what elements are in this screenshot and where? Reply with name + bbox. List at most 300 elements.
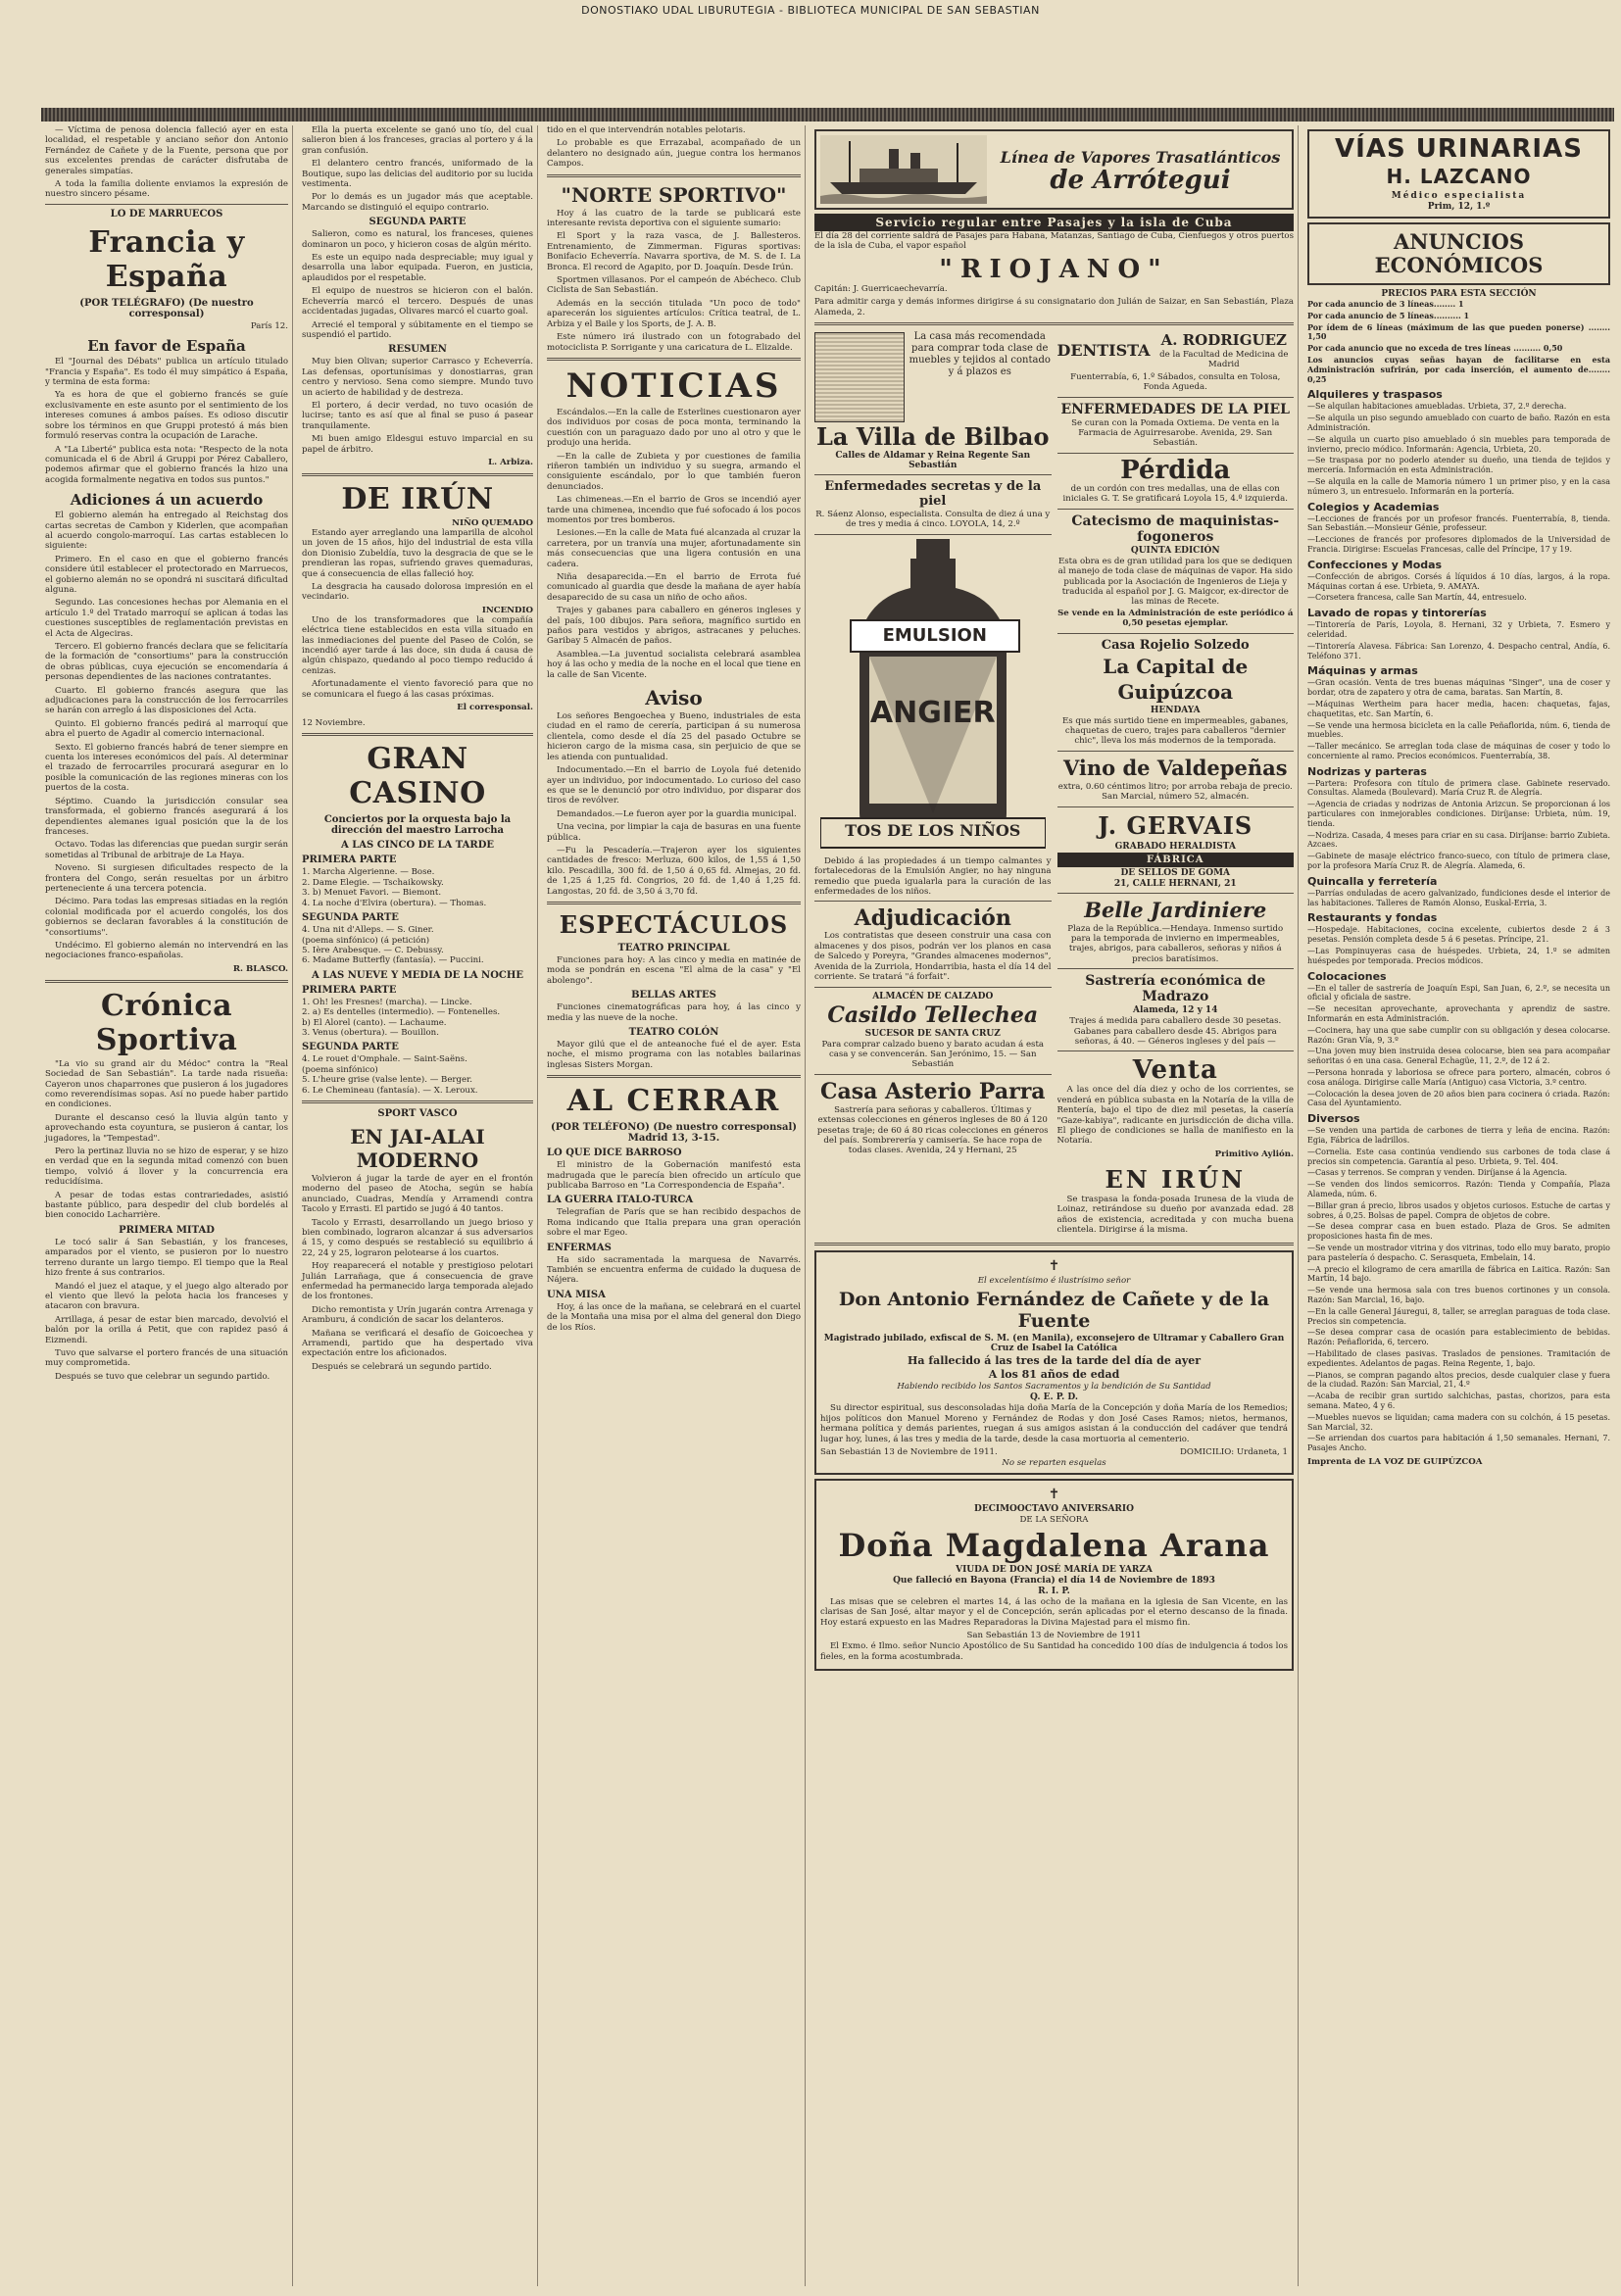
paragraph: —Fu la Pescadería.—Trajeron ayer los siguientes cantidades de fresco: Merluza, 600 kilos, de 1,55 á 1,50 kilo. Pescadilla, 300 fd. de 1,50 á 0,65 fd. Almejas, 20 fd. de 1,25 á 1,25 fd. Congrios, 20 fd. de 1,40 á 1,25 fd. Langostas, 20 fd. de 3,50 á 3,70 fd. bbox=[547, 845, 801, 897]
program-item: 1. Oh! les Fresnes! (marcha). — Lincke. bbox=[302, 997, 472, 1007]
paragraph: Estando ayer arreglando una lamparilla de alcohol un joven de 15 años, hijo del industrial de esta villa don Dionisio Zubeldía, tuvo la desgracia de que se le prendieran las ropas, sufriendo graves quemaduras, que á consecuencia de ellas falleció hoy. bbox=[302, 527, 533, 579]
paragraph: El portero, á decir verdad, no tuvo ocasión de lucirse; tanto es así que al final se puso á pasear tranquilamente. bbox=[302, 400, 533, 431]
classifieds-title: ANUNCIOS ECONÓMICOS bbox=[1374, 229, 1544, 277]
classified-item: —Tintorería Alavesa. Fábrica: San Lorenzo, 4. Despacho central, Andía, 6. Teléfono 371. bbox=[1307, 641, 1610, 660]
program-list bbox=[302, 867, 533, 908]
price-line: Por cada anuncio de 3 líneas........ 1 bbox=[1307, 299, 1464, 309]
classified-item: —Parrías onduladas de acero galvanizado, fundiciones desde el interior de las habitaciones. Talleres de Ramón Alonso, Euskal-Erria, 3. bbox=[1307, 888, 1610, 907]
ad-title: Línea de Vapores Trasatlánticos bbox=[1000, 147, 1281, 167]
ad-title-catecismo: Catecismo de maquinistas-fogoneros bbox=[1071, 513, 1280, 545]
paragraph: La desgracia ha causado dolorosa impresión en el vecindario. bbox=[302, 582, 533, 603]
paragraph: Mayor gilú que el de anteanoche fué el de ayer. Esta noche, el mismo programa con las notables bailarinas inglesas Sisters Morgan. bbox=[547, 1040, 801, 1070]
classified-item: —Persona honrada y laboriosa se ofrece para portero, almacén, cobros ó cosa análoga. Dirigirse calle María (Antiguo) casa Victoria, 3.º centro. bbox=[1307, 1068, 1610, 1087]
ad-sub: Alameda, 12 y 14 bbox=[1133, 1005, 1218, 1016]
ad-title-piel: ENFERMEDADES DE LA PIEL bbox=[1060, 401, 1291, 417]
obit-body: Su director espiritual, sus desconsoladas hija doña María de la Concepción y doña María de los Remedios; hijos políticos don Manuel Moreno y Fernández de Rodas y don José Cases Ramos; nietos, hermanos, hermana política y demás parientes, ruegan á sus amigos asistan á la conducción del cadáver que tendrá lugar hoy, lunes, á las tres y media de la tarde, desde la casa mortuoria al cementerio. bbox=[820, 1403, 1288, 1444]
signature: L. Arbiza. bbox=[488, 457, 533, 467]
ad-dentista bbox=[1057, 330, 1295, 371]
program-list bbox=[302, 1054, 533, 1096]
ads-right bbox=[1057, 330, 1295, 1238]
obit-title: VIUDA DE DON JOSÉ MARÍA DE YARZA bbox=[956, 1564, 1153, 1575]
classified-item: —Corsetera francesa, calle San Martín, 44, entresuelo. bbox=[1307, 593, 1527, 603]
ad-title-perdida: Pérdida bbox=[1120, 455, 1231, 485]
paragraph: Niña desaparecida.—En el barrio de Errota fué comunicado al guardia que desde la mañana de ayer había desaparecido de su casa un niño de ocho años. bbox=[547, 572, 801, 603]
obit-name: Don Antonio Fernández de Cañete y de la Fuente bbox=[838, 1288, 1270, 1332]
obituary-arana bbox=[814, 1479, 1294, 1671]
ad-band: FÁBRICA bbox=[1057, 853, 1295, 867]
paragraph: Por lo demás es un jugador más que aceptable. Marcando se distinguió el equipo contrario. bbox=[302, 192, 533, 213]
ad-body: Esta obra es de gran utilidad para los que se dediquen al manejo de toda clase de máquinas de vapor. Ha sido publicada por la Asociación de Ingenieros de Lieja y traducida al español por J. G. Maigcor, ex-director de las minas de Recete. bbox=[1057, 556, 1293, 608]
paragraph: Lo probable es que Errazabal, acompañado de un delantero no designado aún, juegue contra los hermanos Campos. bbox=[547, 138, 801, 170]
ad-title-arrotegui: de Arrótegui bbox=[1050, 165, 1231, 195]
obit-body: El Exmo. é Ilmo. señor Nuncio Apostólico de Su Santidad ha concedido 100 días de indulgencia á todos los fieles, en la forma acostumbrada. bbox=[820, 1641, 1288, 1662]
ad-body: Es que más surtido tiene en impermeables, gabanes, chaquetas de cuero, trajes para caballeros "dernier chic", lleva los más modernos de la temporada. bbox=[1061, 715, 1289, 747]
divider bbox=[814, 474, 1052, 475]
paragraph: Noveno. Si surgiesen dificultades respecto de la frontera del Congo, serán resueltas por un árbitro perteneciente á una tercera potencia. bbox=[45, 863, 288, 894]
ad-body: Para admitir carga y demás informes dirigirse á su consignatario don Julián de Saizar, en San Sebastián, Plaza Alameda, 2. bbox=[814, 297, 1294, 318]
divider bbox=[302, 1100, 533, 1103]
paragraph: Séptimo. Cuando la jurisdicción consular sea transformada, el gobierno francés asegurará á los dependientes alemanes igual posición que la de los franceses. bbox=[45, 796, 288, 837]
classified-item: —A precio el kilogramo de cera amarilla de fábrica en Laitica. Razón: San Martín, 14 bajo. bbox=[1307, 1264, 1610, 1284]
article-title-noticias: NOTICIAS bbox=[565, 366, 782, 406]
program-item: 5. Ière Arabesque. — C. Debussy. bbox=[302, 945, 444, 955]
ad-body: Se vende en la Administración de este periódico á 0,50 pesetas ejemplar. bbox=[1057, 608, 1294, 629]
paragraph: Volvieron á jugar la tarde de ayer en el frontón moderno del paseo de Atocha, según se había anunciado, Cuadras, Mendía y Arramendi contra Tacolo y Errasti. El partido se jugó á 40 tantos. bbox=[302, 1173, 533, 1215]
cross-icon: ✝ bbox=[1048, 1258, 1060, 1275]
date-note: 12 Noviembre. bbox=[302, 718, 366, 729]
ad-sub: GRABADO HERALDISTA bbox=[1114, 841, 1236, 852]
ad-sub: ALMACÉN DE CALZADO bbox=[872, 991, 994, 1001]
classified-item: —Casas y terrenos. Se compran y venden. Diríjanse á la Agencia. bbox=[1307, 1168, 1568, 1178]
divider bbox=[1057, 453, 1295, 454]
paragraph: Décimo. Para todas las empresas sitiadas en la región colonial modificada por el acuerdo congolés, los dos gobiernos se declaran favorables á la constitución de "consortiums". bbox=[45, 897, 288, 938]
ad-sub: HENDAYA bbox=[1150, 705, 1201, 715]
subheading: SEGUNDA PARTE bbox=[368, 217, 467, 228]
ad-title-vias: VÍAS URINARIAS bbox=[1335, 134, 1583, 164]
paragraph: Mandó el juez el ataque, y el juego algo alterado por el viento que llevó la pelota hacia los franceses y atacaron con bravura. bbox=[45, 1281, 288, 1312]
ship-name: "RIOJANO" bbox=[939, 254, 1169, 284]
ad-body: La casa más recomendada para comprar toda clase de muebles y tejidos al contado y á plazos es bbox=[909, 331, 1051, 378]
divider bbox=[1057, 1050, 1295, 1051]
paragraph: Octavo. Todas las diferencias que puedan surgir serán sometidas al Tribunal de arbitraje de La Haya. bbox=[45, 840, 288, 860]
paragraph: El ministro de la Gobernación manifestó esta madrugada que le parecía bien ofrecido un artículo que publicaba Barroso en "La Correspondencia de España". bbox=[547, 1160, 801, 1192]
subheading: NIÑO QUEMADO bbox=[452, 517, 533, 528]
obit-footer bbox=[820, 1447, 1288, 1457]
ad-body: de un cordón con tres medallas, una de ellas con iniciales G. T. Se gratificará Loyola 15, 4.º izquierda. bbox=[1062, 483, 1288, 505]
obit-title: Magistrado jubilado, exfiscal de S. M. (en Manila), exconsejero de Ultramar y Caballero Gran Cruz de Isabel la Católica bbox=[823, 1333, 1285, 1353]
ad-sub: QUINTA EDICIÓN bbox=[1130, 545, 1220, 556]
paragraph: Quinto. El gobierno francés pedirá al marroquí que abra el puerto de Agadir al comercio internacional. bbox=[45, 718, 288, 740]
printer-line: Imprenta de LA VOZ DE GUIPÚZCOA bbox=[1307, 1456, 1483, 1467]
classified-item: —Una joven muy bien instruida desea colocarse, bien sea para acompañar señoritas ó en una casa. General Echagüe, 11, 2.º, de 12 á 2. bbox=[1307, 1047, 1610, 1066]
price-line: Los anuncios cuyas señas hayan de facilitarse en esta Administración sufrirán, por cada inserción, el aumento de........ 0,25 bbox=[1307, 354, 1610, 384]
divider bbox=[302, 733, 533, 736]
classified-item: —Se alquila un cuarto piso amueblado ó sin muebles para temporada de invierno, precio módico. Informarán: Agencia, Urbieta, 20. bbox=[1307, 434, 1610, 454]
article-title-espectaculos: ESPECTÁCULOS bbox=[559, 909, 789, 939]
paragraph: A "La Liberté" publica esta nota: "Respecto de la nota comunicada el 6 de Abril á Gruppi por Pérez Caballero, podemos afirmar que el gobierno francés la hizo una acogida formalmente negativa en todos sus puntos." bbox=[45, 444, 288, 485]
ship-illustration bbox=[820, 135, 987, 204]
program-item: 6. Madame Butterfly (fantasía). — Puccini. bbox=[302, 955, 484, 966]
classified-section: Alquileres y traspasos bbox=[1307, 388, 1443, 402]
subheading: LO QUE DICE BARROSO bbox=[547, 1148, 682, 1159]
dateline: París 12. bbox=[250, 320, 288, 331]
subheading: TEATRO PRINCIPAL bbox=[617, 942, 730, 953]
masthead-rule bbox=[41, 108, 1614, 122]
paragraph: —En la calle de Zubieta y por cuestiones de familia riñeron también un individuo y su suegra, armando el consiguiente escándalo, por lo que también fueron denunciados. bbox=[547, 451, 801, 492]
obit-place-date: San Sebastián 13 de Noviembre de 1911. bbox=[820, 1446, 998, 1457]
paragraph: tido en el que intervendrán notables pelotaris. bbox=[547, 125, 746, 135]
paragraph: Demandados.—Le fueron ayer por la guardia municipal. bbox=[557, 808, 797, 819]
price-line: Por cada anuncio de 5 líneas.......... 1 bbox=[1307, 310, 1470, 320]
subheading: SEGUNDA PARTE bbox=[302, 1042, 399, 1053]
price-line: Por ídem de 6 líneas (máximum de las que pueden ponerse) ........ 1,50 bbox=[1307, 321, 1610, 342]
paragraph: Ya es hora de que el gobierno francés se guíe exclusivamente en este asunto por el sentimiento de los intereses comunes á ambos países. Es odioso discutir sobre los términos en que Gruppi protestó á más bien formuló reservas contra la ocupación de Larache. bbox=[45, 390, 288, 442]
divider bbox=[547, 174, 801, 177]
program-item: (poema sinfónico) (á petición) bbox=[302, 935, 430, 946]
divider bbox=[302, 473, 533, 476]
obit-date: Que falleció en Bayona (Francia) el día 14 de Noviembre de 1893 bbox=[893, 1575, 1215, 1586]
article-title-francia: Francia y España bbox=[88, 224, 245, 294]
program-list bbox=[302, 925, 533, 966]
classified-item: —Confección de abrigos. Corsés á líquidos á 10 días, largos, á la ropa. Máquinas cortan á ese. Urbieta, 9. AMAYA. bbox=[1307, 571, 1610, 591]
divider bbox=[1057, 893, 1295, 894]
paragraph: Sportmen villasanos. Por el campeón de Abécheco. Club Ciclista de San Sebastián. bbox=[547, 275, 801, 296]
emulsion-brand: ANGIER bbox=[869, 695, 996, 730]
paragraph: Pero la pertinaz lluvia no se hizo de esperar, y se hizo en verdad que en la segunda mitad comenzó con buen tiempo, volvió á llover y la concurrencia era reducidísima. bbox=[45, 1147, 288, 1188]
paragraph: Le tocó salir á San Sebastián, y los franceses, amparados por el viento, se pusieron por lo nuestro terreno durante un largo tiempo. El tiempo que la Real hizo frente á sus contrarios. bbox=[45, 1237, 288, 1279]
ad-title-irun: EN IRÚN bbox=[1105, 1164, 1247, 1194]
casino-time: A LAS NUEVE Y MEDIA DE LA NOCHE bbox=[312, 969, 523, 981]
ad-title-asterio: Casa Asterio Parra bbox=[819, 1078, 1046, 1104]
classified-item: —Acaba de recibir gran surtido salchichas, pastas, chorizos, para esta semana. Mateo, 4 y 6. bbox=[1307, 1392, 1610, 1410]
price-line: Por cada anuncio que no exceda de tres líneas .......... 0,50 bbox=[1307, 343, 1563, 354]
ad-title-rodriguez: A. RODRIGUEZ bbox=[1160, 331, 1287, 350]
program-item: 6. Le Chemineau (fantasía). — X. Leroux. bbox=[302, 1085, 478, 1096]
classified-item: —Tintorería de París, Loyola, 8. Hernani, 32 y Urbieta, 7. Esmero y celeridad. bbox=[1307, 620, 1610, 639]
paragraph: "La vio su grand air du Médoc" contra la "Real Sociedad de San Sebastián". La tarde nada risueña: Cayeron unos chaparrones que pusieron á los jugadores como reverendísimas sopas. Así no puede haber partido en condiciones. bbox=[45, 1058, 288, 1110]
paragraph: El Sport y la raza vasca, de J. Ballesteros. Entrenamiento, de Zimmerman. Figuras sportivas: Bonifacio Echeverría. Navarra sportiva, de M. S. de I. La Bronca. El record de Agapito, por D. Joaquín. Desde Irún. bbox=[547, 231, 801, 272]
ad-body: Capitán: J. Guerricaechevarría. bbox=[814, 283, 948, 294]
ad-label: DENTISTA bbox=[1056, 341, 1151, 361]
program-item: (poema sinfónico) bbox=[302, 1064, 378, 1075]
obit-de: DE LA SEÑORA bbox=[1019, 1515, 1089, 1526]
classified-item: —Se desea comprar casa de ocasión para establecimiento de bebidas. Razón: Peñaflorida, 6, tercero. bbox=[1307, 1328, 1610, 1347]
section-header: SPORT VASCO bbox=[377, 1107, 458, 1119]
paragraph: Ella la puerta excelente se ganó uno tío, del cual salieron bien á los franceses, gracias al portero y á la gran confusión. bbox=[302, 125, 533, 156]
paragraph: Asamblea.—La juventud socialista celebrará asamblea hoy á las ocho y media de la noche en el local que tiene en la calle de San Vicente. bbox=[547, 649, 801, 680]
obit-sacraments: Habiendo recibido los Santos Sacramentos y la bendición de Su Santidad bbox=[897, 1381, 1211, 1392]
divider bbox=[814, 987, 1052, 988]
ads-left bbox=[814, 330, 1052, 1238]
ad-band: Servicio regular entre Pasajes y la isla de Cuba bbox=[814, 214, 1294, 231]
program-item: 3. b) Menuet Favori. — Biemont. bbox=[302, 888, 442, 899]
paragraph: El "Journal des Débats" publica un artículo titulado "Francia y España". Es todo él muy simpático á España, y termina de esta forma: bbox=[45, 357, 288, 388]
subheading: BELLAS ARTES bbox=[631, 990, 716, 1001]
paragraph: Salieron, como es natural, los franceses, quienes dominaron un poco, y hicieron cosas de algún mérito. bbox=[302, 229, 533, 250]
classified-section: Nodrizas y parteras bbox=[1307, 764, 1427, 778]
ad-sub: Casa Rojelio Solzedo bbox=[1101, 637, 1250, 653]
divider bbox=[1057, 968, 1295, 969]
ad-body: Los contratistas que deseen construir una casa con almacenes y dos pisos, podrán ver los planos en casa de Salcedo y Poreyra, "Grandes almacenes modernos", Avenida de la Zurriola, Hondarribia, hasta el día 14 del corriente. Se tratará "á forfait". bbox=[814, 931, 1052, 983]
ad-lazcano bbox=[1307, 129, 1610, 219]
subheading: RESUMEN bbox=[388, 344, 447, 356]
divider bbox=[547, 358, 801, 361]
subheading: ENFERMAS bbox=[547, 1242, 612, 1253]
paragraph: Es este un equipo nada despreciable; muy igual y desarrolla una labor equipada. Fueron, en justicia, aplaudidos por el respetable. bbox=[302, 253, 533, 283]
ad-villa bbox=[814, 330, 1052, 424]
paragraph: Indocumentado.—En el barrio de Loyola fué detenido ayer un individuo, por indocumentado. Lo curioso del caso es que se le denunció por otro individuo, por disparar dos tiros de revólver. bbox=[547, 765, 801, 806]
paragraph: Cuarto. El gobierno francés asegura que las adjudicaciones para la construcción de los ferrocarriles se harán con arreglo á las disposiciones del Acta. bbox=[45, 685, 288, 716]
ad-title-vino: Vino de Valdepeñas bbox=[1062, 755, 1288, 780]
paragraph: Afortunadamente el viento favoreció para que no se comunicara el fuego á las casas próximas. bbox=[302, 679, 533, 700]
classified-item: —En el taller de sastrería de Joaquín Espi, San Juan, 6, 2.º, se necesita un oficial y oficiala de sastre. bbox=[1307, 983, 1610, 1002]
ad-body: Se traspasa la fonda-posada Irunesa de la viuda de Loinaz, retirándose su dueño por avanzada edad. 28 años de existencia, acreditada y con mucha buena clientela. Dirigirse á la misma. bbox=[1056, 1194, 1294, 1236]
paragraph: Hoy reaparecerá el notable y prestigioso pelotari Julián Larrañaga, que á consecuencia de grave enfermedad ha permanecido larga temporada alejado de los frontones. bbox=[302, 1261, 533, 1302]
classified-item: —Muebles nuevos se liquidan; cama madera con su colchón, á 15 pesetas. San Marcial, 32. bbox=[1307, 1412, 1610, 1432]
obit-rip: R. I. P. bbox=[1038, 1586, 1070, 1596]
ad-body: Debido á las propiedades á un tiempo calmantes y fortalecedoras de la Emulsión Angier, no hay ninguna remedio que pueda igualarla para la curación de las enfermedades de los niños. bbox=[814, 855, 1052, 898]
classified-item: —Pianos, se compran pagando altos precios, desde cualquier clase y fuera de la ciudad. Razón: San Marcial, 21, 4.º bbox=[1307, 1370, 1610, 1390]
classified-item: —Se desea comprar casa en buen estado. Plaza de Gros. Se admiten proposiciones hasta fin de mes. bbox=[1307, 1222, 1610, 1242]
obituary-fernandez bbox=[814, 1250, 1294, 1475]
subtitle-adiciones: Adiciones á un acuerdo bbox=[70, 491, 264, 510]
subheading: PRIMERA MITAD bbox=[119, 1224, 215, 1236]
classified-section: Lavado de ropas y tintorerías bbox=[1307, 607, 1487, 620]
paragraph: Mañana se verificará el desafío de Goicoechea y Arramendi, partido que ha despertado viva expectación entre los aficionados. bbox=[302, 1328, 533, 1359]
classified-item: —En la calle General Jáuregui, 8, taller, se arreglan paraguas de toda clase. Precios sin competencia. bbox=[1307, 1306, 1610, 1326]
program-item: 4. La noche d'Elvira (obertura). — Thomas. bbox=[302, 898, 487, 908]
program-item: 2. a) Es dentelles (intermedio). — Fontenelles. bbox=[302, 1007, 501, 1018]
ad-title-gervais: J. GERVAIS bbox=[1098, 810, 1253, 840]
subtitle-favor-espana: En favor de España bbox=[87, 337, 246, 356]
article-title-casino: GRAN CASINO bbox=[349, 742, 486, 811]
paragraph: Ha sido sacramentada la marquesa de Navarrés. También se encuentra enferma de cuidado la duquesa de Nájera. bbox=[547, 1254, 801, 1286]
paragraph: Después se celebrará un segundo partido. bbox=[312, 1361, 492, 1372]
ad-title-capital: La Capital de Guipúzcoa bbox=[1103, 654, 1249, 704]
subheading: LA GUERRA ITALO-TURCA bbox=[547, 1195, 694, 1206]
paragraph: Telegrafían de París que se han recibido despachos de Roma indicando que Italia prepara una gran operación sobre el mar Egeo. bbox=[547, 1207, 801, 1239]
ad-body: Para comprar calzado bueno y barato acudan á esta casa y se convencerán. San Jerónimo, 15. — San Sebastián bbox=[821, 1039, 1045, 1070]
ad-title-adjudicacion: Adjudicación bbox=[854, 905, 1011, 932]
ad-vapores bbox=[814, 129, 1294, 210]
obit-body: Las misas que se celebren el martes 14, á las ocho de la mañana en la iglesia de San Vicente, en las clarisas de San José, altar mayor y el de Concepción, serán aplicadas por el eterno descanso de la finada. Hoy estará expuesto en las Madres Reparadoras la Divina Majestad para el mismo fin. bbox=[820, 1596, 1288, 1628]
casino-subtitle: Conciertos por la orquesta bajo la dirección del maestro Larrocha bbox=[323, 814, 512, 837]
article-title-cronica: Crónica Sportiva bbox=[95, 988, 238, 1057]
divider bbox=[814, 1243, 1294, 1246]
obit-anniversary: DECIMOOCTAVO ANIVERSARIO bbox=[974, 1504, 1134, 1515]
paragraph: Funciones cinematográficas para hoy, á las cinco y media y las nueve de la noche. bbox=[547, 1002, 801, 1023]
obit-name: Doña Magdalena Arana bbox=[838, 1526, 1270, 1564]
paragraph: Lesiones.—En la calle de Mata fué alcanzada al cruzar la carretera, por un tranvía una mujer, afortunadamente sin más consecuencias que una ligera contusión en una cadera. bbox=[547, 528, 801, 569]
classified-item: —Gabinete de masaje eléctrico franco-sueco, con título de primera clase, por la profesora María Cruz R. de Alegría. Alameda, 6. bbox=[1307, 852, 1610, 871]
divider bbox=[45, 980, 288, 983]
divider bbox=[814, 322, 1294, 325]
classified-item: —Lecciones de francés por un profesor francés. Fuenterrabía, 8, tienda. San Sebastián.—Monsieur Génie, professeur. bbox=[1307, 513, 1610, 533]
paragraph: Primero. En el caso en que el gobierno francés considere útil establecer el protectorado en Marruecos, el gobierno alemán no se opondrá ni suscitará dificultad alguna. bbox=[45, 554, 288, 595]
article-title-jaialai: EN JAI-ALAI MODERNO bbox=[350, 1124, 485, 1172]
divider bbox=[814, 534, 1052, 535]
subheading: INCENDIO bbox=[481, 605, 533, 615]
classified-item: —Taller mecánico. Se arreglan toda clase de máquinas de coser y todo lo concerniente al ramo. Precios económicos. Fuenterrabía, 38. bbox=[1307, 742, 1610, 760]
ad-title-venta: Venta bbox=[1132, 1055, 1218, 1086]
cross-icon: ✝ bbox=[1048, 1487, 1060, 1503]
paragraph: Durante el descanso cesó la lluvia algún tanto y aprovechando esta coyuntura, se pusieron á cantar, los jugadores, la "Tempestad". bbox=[45, 1112, 288, 1144]
subheading: TEATRO COLÓN bbox=[628, 1027, 719, 1038]
paragraph: Tacolo y Errasti, desarrollando un juego brioso y bien combinado, lograron alcanzar á sus adversarios á 15, y como después se restableció su equilibrio á 22, 24 y 25, lograron pelotearse á los cuartos. bbox=[302, 1217, 533, 1258]
ad-sub: DE SELLOS DE GOMA bbox=[1120, 867, 1231, 878]
classified-section: Confecciones y Modas bbox=[1307, 558, 1443, 571]
subheading: UNA MISA bbox=[547, 1289, 606, 1300]
program-item: 1. Marcha Algerienne. — Bose. bbox=[302, 867, 435, 878]
paragraph: Los señores Bengoechea y Bueno, industriales de esta ciudad en el ramo de cerería, participan á su numerosa clientela, como desde el día 25 del pasado Octubre se hicieron cargo de la misma casa, sin perjuicio de que se les atienda con puntualidad. bbox=[547, 711, 801, 762]
obit-age: A los 81 años de edad bbox=[988, 1367, 1120, 1381]
ad-sub: Calles de Aldamar y Reina Regente San Sebastián bbox=[835, 451, 1031, 471]
ad-body: Fuenterrabía, 6, 1.º Sábados, consulta en Tolosa, Fonda Agueda. bbox=[1070, 371, 1281, 393]
classified-item: —Hospedaje. Habitaciones, cocina excelente, cubiertos desde 2 á 3 pesetas. Pensión completa desde 5 á 6 pesetas. Príncipe, 21. bbox=[1307, 925, 1610, 945]
classified-item: —Se venden una partida de carbones de tierra y leña de encina. Razón: Egia, Fábrica de ladrillos. bbox=[1307, 1126, 1610, 1145]
paragraph: Arrecié el temporal y súbitamente en el tiempo se suspendió el partido. bbox=[302, 319, 533, 340]
building-illustration bbox=[814, 332, 905, 422]
classified-item: —Nodriza. Casada, 4 meses para criar en su casa. Diríjanse: barrio Zubieta. Azcaes. bbox=[1307, 830, 1610, 850]
ad-sub: Médico especialista bbox=[1391, 191, 1527, 201]
emulsion-ninos: TOS DE LOS NIÑOS bbox=[845, 820, 1021, 840]
ad-sub: Prim, 12, 1.º bbox=[1427, 202, 1491, 212]
obit-domicilio: DOMICILIO: Urdaneta, 1 bbox=[1180, 1446, 1288, 1457]
paragraph: Hoy á las cuatro de la tarde se publicará este interesante revista deportiva con el siguiente sumario: bbox=[547, 208, 801, 229]
divider bbox=[814, 901, 1052, 902]
classified-item: —Gran ocasión. Venta de tres buenas máquinas "Singer", una de coser y bordar, otra de zapatero y otra de cama, baratas. San Martín, 8. bbox=[1307, 678, 1610, 698]
classified-item: —Agencia de criadas y nodrizas de Antonia Arizcun. Se proporcionan á los particulares con inmejorables condiciones. Diríjanse: Urbieta, núm. 19, tienda. bbox=[1307, 800, 1610, 828]
article-title-cerrar: AL CERRAR bbox=[566, 1084, 781, 1119]
prices-header: PRECIOS PARA ESTA SECCIÓN bbox=[1381, 289, 1537, 299]
classified-item: —Billar gran á precio, libros usados y objetos curiosos. Estuche de cartas y sobres, á 0,25. Bolsas de papel. Compra de objetos de cobre. bbox=[1307, 1200, 1610, 1220]
paragraph: Además en la sección titulada "Un poco de todo" aparecerán los siguientes artículos: Crítica teatral, de L. Arbiza y el Baile y los Sports, de J. A. B. bbox=[547, 298, 801, 329]
divider bbox=[45, 204, 288, 205]
obituary-note: — Víctima de penosa dolencia falleció ayer en esta localidad, el respetable y anciano señor don Antonio Fernández de Cañete y de la Fuente, persona que por sus excelentes prendas de carácter disfrutaba de generales simpatías. bbox=[45, 125, 288, 176]
divider bbox=[1057, 806, 1295, 807]
classified-item: —Se alquila en la calle de Mamoria número 1 un primer piso, y en la casa número 3, un entresuelo. Informarán en la portería. bbox=[1307, 476, 1610, 496]
signature: Primitivo Aylión. bbox=[1214, 1148, 1294, 1159]
divider bbox=[1057, 633, 1295, 634]
paragraph: El delantero centro francés, uniformado de la Boutique, supo las delicias del auditorio por su lucida vestimenta. bbox=[302, 159, 533, 190]
classified-item: —Se arriendan dos cuartos para habitación á 1,50 semanales. Hernani, 7. Pasajes Ancho. bbox=[1307, 1434, 1610, 1453]
classified-item: —Se vende una hermosa bicicleta en la calle Peñaflorida, núm. 6, tienda de muebles. bbox=[1307, 720, 1610, 740]
classified-item: —Se traspasa por no poderlo atender su dueño, una tienda de tejidos y mercería. Información en esta Administración. bbox=[1307, 456, 1610, 475]
classified-item: —Habilitado de clases pasivas. Traslados de pensiones. Tramitación de expedientes. Adelantos de pagas. Reina Regente, 1, bajo. bbox=[1307, 1348, 1610, 1368]
program-item: 4. Le rouet d'Omphale. — Saint-Saëns. bbox=[302, 1054, 467, 1065]
library-source-line: DONOSTIAKO UDAL LIBURUTEGIA - BIBLIOTECA MUNICIPAL DE SAN SEBASTIAN bbox=[581, 4, 1040, 17]
classified-item: —Colocación la desea joven de 20 años bien para cocinera ó criada. Razón: Casa del Ayuntamiento. bbox=[1307, 1089, 1610, 1108]
classifieds-header bbox=[1307, 222, 1610, 285]
ad-body: Plaza de la República.—Hendaya. Inmenso surtido para la temporada de invierno en impermeables, trajes, abrigos, para caballeros, señoras y niños á precios baratísimos. bbox=[1067, 923, 1284, 964]
program-item: 3. Venus (obertura). — Bouillon. bbox=[302, 1027, 439, 1038]
ad-body: Trajes á medida para caballero desde 30 pesetas. Gabanes para caballero desde 45. Abrigos para señoras, á 40. — Géneros ingleses y del país — bbox=[1069, 1016, 1282, 1047]
ad-body: extra, 0.60 céntimos litro; por arroba rebaja de precio. San Marcial, número 52, almacén. bbox=[1057, 781, 1293, 803]
classified-item: —Lecciones de francés por profesores diplomados de la Universidad de Francia. Dirigirse: Escuelas Francesas, calle del Príncipe, 17 y 19. bbox=[1307, 535, 1610, 554]
obit-date: Ha fallecido á las tres de la tarde del día de ayer bbox=[907, 1353, 1202, 1367]
divider bbox=[547, 902, 801, 904]
program-item: 4. Una nit d'Alleps. — S. Giner. bbox=[302, 925, 434, 936]
ad-body: A las once del día diez y ocho de los corrientes, se venderá en pública subasta en la Notaría de la villa de Rentería, bajo el tipo de diez mil pesetas, la casería "Gaze-kabiya", radicante en jurisdicción de dicha villa. El pliego de condiciones se halla de manifiesto en la Notaría. bbox=[1056, 1085, 1294, 1147]
program-item: b) El Alorel (canto). — Lachaume. bbox=[302, 1017, 447, 1028]
paragraph: Después se tuvo que celebrar un segundo partido. bbox=[55, 1371, 270, 1382]
ad-title-enfermedades: Enfermedades secretas y de la piel bbox=[824, 479, 1042, 510]
paragraph: Uno de los transformadores que la compañía eléctrica tiene establecidos en esta villa situado en las inmediaciones del puente del Paseo de Colón, se incendió ayer tarde á las doce, sin duda á causa de algún chispazo, quedando al poco tiempo reducido á cenizas. bbox=[302, 614, 533, 676]
ad-body: R. Sáenz Alonso, especialista. Consulta de diez á una y de tres y media á cinco. LOYOLA, 14, 2.º bbox=[815, 510, 1051, 530]
classified-section: Diversos bbox=[1307, 1112, 1360, 1126]
ads-two-column bbox=[814, 330, 1294, 1238]
program-item: 2. Dame Elegie. — Tschaikowsky. bbox=[302, 877, 444, 888]
signature: El corresponsal. bbox=[457, 703, 533, 713]
ad-title-lazcano: H. LAZCANO bbox=[1386, 165, 1532, 188]
article-title-irun: DE IRÚN bbox=[341, 481, 494, 516]
divider bbox=[1057, 751, 1295, 752]
paragraph: El equipo de nuestros se hicieron con el balón. Echeverría marcó el tercero. Después de unas accidentadas jugadas, Olivares marcó el cuarto goal. bbox=[302, 286, 533, 318]
section-header: LO DE MARRUECOS bbox=[110, 208, 223, 220]
column-3 bbox=[543, 125, 806, 2286]
obit-line: El excelentísimo é ilustrísimo señor bbox=[977, 1276, 1131, 1287]
paragraph: Trajes y gabanes para caballero en géneros ingleses y del país, 100 dibujos. Para señora, magnífico surtido en paños para vestidos y abrigos, astracanes y peluches. Garibay 5 Almacén de paños. bbox=[547, 606, 801, 647]
paragraph: Dicho remontista y Urín jugarán contra Arrenaga y Aramburu, á condición de sacar los delanteros. bbox=[302, 1304, 533, 1326]
paragraph: Tuvo que salvarse el portero francés de una situación muy comprometida. bbox=[45, 1347, 288, 1369]
ad-sub: SUCESOR DE SANTA CRUZ bbox=[864, 1028, 1001, 1039]
classified-item: —Se necesitan aprovechante, aprovechanta y aprendiz de sastre. Informarán en esta Administración. bbox=[1307, 1004, 1610, 1024]
ad-body: El día 28 del corriente saldrá de Pasajes para Habana, Matanzas, Santiago de Cuba, Cienfuegos y otros puertos de la isla de Cuba, el vapor español bbox=[814, 231, 1294, 252]
paragraph: Escándalos.—En la calle de Esterlines cuestionaron ayer dos individuos por cosas de poca monta, terminando la cuestión con un paraguazo dado por uno al otro y que le produjo una herida. bbox=[547, 407, 801, 449]
ad-sub: 21, CALLE HERNANI, 21 bbox=[1113, 878, 1237, 889]
classified-item: —Partera: Profesora con título de primera clase. Gabinete reservado. Consultas. Alameda (Boulevard). María Cruz R. de Alegría. bbox=[1307, 778, 1610, 798]
classified-item: —Se vende una hermosa sala con tres buenos cortinones y un consola. Razón: San Marcial, 16, bajo. bbox=[1307, 1286, 1610, 1304]
paragraph: Funciones para hoy: A las cinco y media en matinée de moda se pondrán en escena "El alma de la casa" y "El abolengo". bbox=[547, 954, 801, 986]
classified-item: —Las Pompinuyeras casa de huéspedes. Urbieta, 24, 1.º se admiten huéspedes por temporada. Precios módicos. bbox=[1307, 947, 1610, 965]
paragraph: Sexto. El gobierno francés habrá de tener siempre en cuenta los intereses económicos del país. Al determinar el trazado de ferrocarriles procurará asegurar en lo posible la comunicación de las regiones mineras con los puertos de la costa. bbox=[45, 742, 288, 794]
casino-time: A LAS CINCO DE LA TARDE bbox=[341, 840, 494, 852]
column-5 bbox=[1303, 125, 1614, 2286]
paragraph: Muy bien Olivan; superior Carrasco y Echeverría. Las defensas, oportunísimas y donostiarras, gran centro y nervioso. Sena como siempre. Mundo tuvo un acierto de habilidad y de destreza. bbox=[302, 357, 533, 398]
paragraph: Hoy, á las once de la mañana, se celebrará en el cuartel de la Montaña una misa por el alma del general don Diego de los Ríos. bbox=[547, 1301, 801, 1333]
paragraph: Mi buen amigo Eldesgui estuvo imparcial en su papel de árbitro. bbox=[302, 434, 533, 455]
ad-emulsion bbox=[820, 539, 1046, 853]
ad-sub: de la Facultad de Medicina de Madrid bbox=[1159, 350, 1289, 370]
paragraph: A pesar de todas estas contrariedades, asistió bastante público, para despedir del club bordelés al bien conocido Lacharrière. bbox=[45, 1190, 288, 1221]
column-1 bbox=[41, 125, 293, 2286]
divider bbox=[814, 1074, 1052, 1075]
obit-place-date: San Sebastián 13 de Noviembre de 1911 bbox=[966, 1630, 1142, 1640]
emulsion-label: EMULSION bbox=[850, 619, 1020, 653]
classified-item: —Se alquilan habitaciones amuebladas. Urbieta, 37, 2.º derecha. bbox=[1307, 402, 1567, 412]
classified-item: —Se vende un mostrador vitrina y dos vitrinas, todo ello muy barato, propio para pastelería ó despacho. C. Serasqueta, Embelain, 14. bbox=[1307, 1243, 1610, 1262]
divider bbox=[1057, 397, 1295, 398]
ad-title-tellechea: Casildo Tellechea bbox=[827, 1001, 1039, 1028]
ad-title-madrazo: Sastrería económica de Madrazo bbox=[1085, 973, 1266, 1005]
paragraph: Undécimo. El gobierno alemán no intervendrá en las negociaciones franco-españolas. bbox=[45, 940, 288, 961]
obit-rip: Q. E. P. D. bbox=[1030, 1392, 1078, 1403]
program-list bbox=[302, 998, 533, 1039]
obituary-note-2: A toda la familia doliente enviamos la expresión de nuestro sincero pésame. bbox=[45, 179, 288, 200]
classified-item: —Máquinas Wertheim para hacer media, hacen: chaquetas, fajas, chaquetitas, etc. San Martín, 6. bbox=[1307, 699, 1610, 718]
subheading: PRIMERA PARTE bbox=[302, 855, 397, 866]
paragraph: Las chimeneas.—En el barrio de Gros se incendió ayer tarde una chimenea, incendio que fué sofocado á los pocos momentos por tres bomberos. bbox=[547, 495, 801, 525]
paragraph: Tercero. El gobierno francés declara que se felicitaría de la formación de "consortiums" para la construcción de obras públicas, cuya ejecución se encomendaría á personas dependientes de las naciones contratantes. bbox=[45, 642, 288, 683]
byline: (POR TELÉFONO) (De nuestro corresponsal) Madrid 13, 3-15. bbox=[550, 1122, 798, 1145]
classified-item: —Cocinera, hay una que sabe cumplir con su obligación y desea colocarse. Razón: Gran Vía, 9, 3.º bbox=[1307, 1025, 1610, 1045]
signature: R. BLASCO. bbox=[232, 963, 288, 974]
divider bbox=[547, 1075, 801, 1078]
classified-section: Restaurants y fondas bbox=[1307, 911, 1438, 925]
byline: (POR TELÉGRAFO) (De nuestro corresponsal) bbox=[79, 297, 254, 319]
ad-body: Se curan con la Pomada Oxtiema. De venta en la Farmacia de Aguirresarobe. Avenida, 29. San Sebastián. bbox=[1071, 417, 1280, 449]
classified-section: Colegios y Academias bbox=[1307, 500, 1440, 513]
